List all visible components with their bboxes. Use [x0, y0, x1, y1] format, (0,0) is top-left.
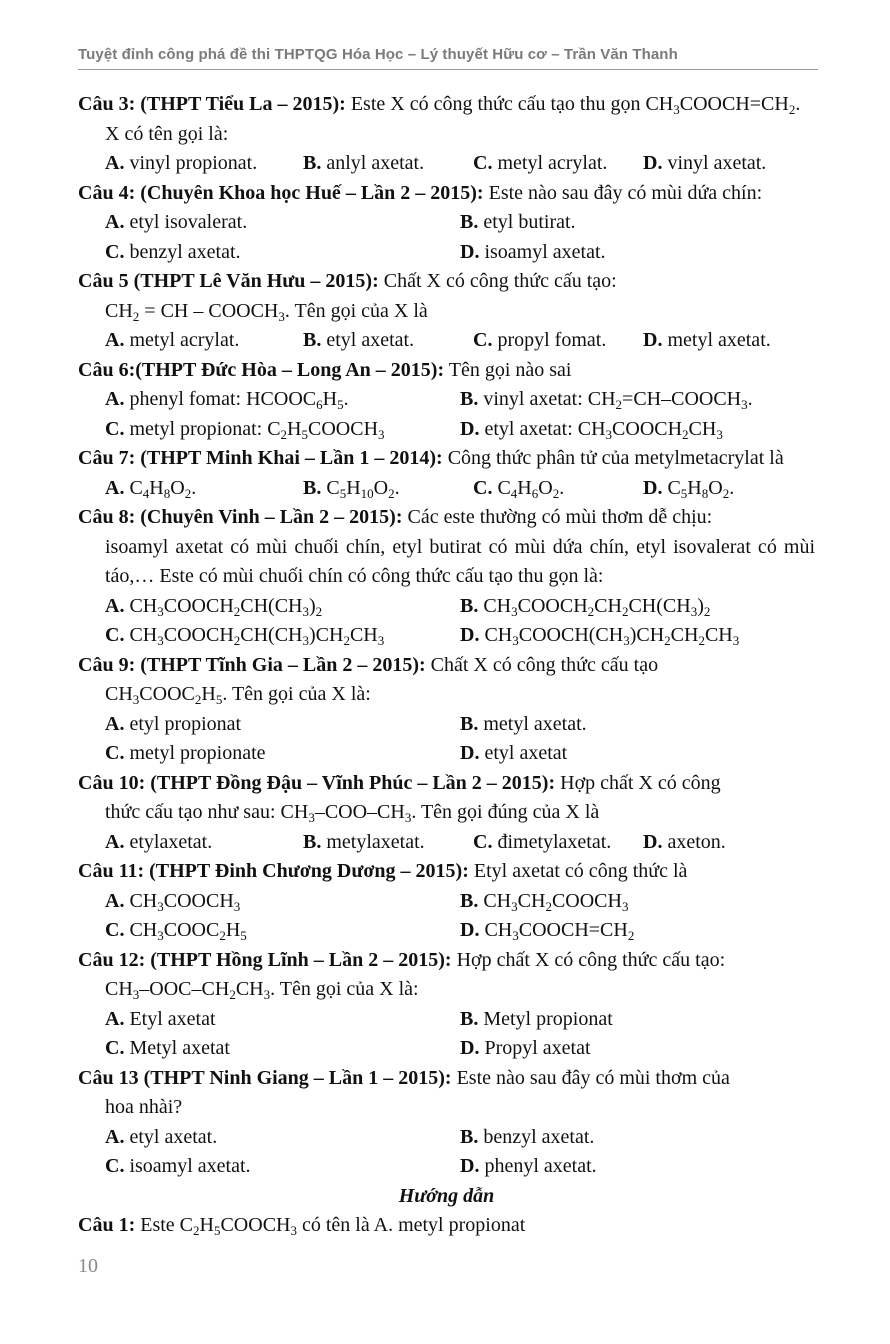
answer-options: [78, 710, 815, 769]
answer-option: [105, 326, 303, 356]
answer-option: [105, 208, 460, 238]
option-text: metyl propionate: [124, 742, 266, 764]
question-stem: [78, 651, 815, 681]
question-number: Câu 6:(THPT Đức Hòa – Long An – 2015):: [78, 358, 445, 381]
question-number: Câu 13 (THPT Ninh Giang – Lần 1 – 2015):: [78, 1066, 452, 1089]
answer-option: [105, 1152, 460, 1182]
answer-option: [105, 887, 460, 917]
question-block: [78, 946, 815, 1064]
option-text: metylaxetat.: [321, 830, 425, 853]
option-text: etyl isovalerat.: [124, 211, 248, 233]
answer-option: [460, 415, 815, 445]
option-text: etyl axetat.: [321, 329, 415, 351]
answer-option: [105, 1005, 460, 1035]
option-label: C.: [105, 417, 125, 440]
answer-options: [78, 474, 815, 504]
question-stem: [78, 179, 815, 209]
answer-option: [460, 916, 815, 946]
answer-option: [105, 385, 460, 415]
answer-option: [460, 1123, 815, 1153]
option-label: B.: [460, 594, 479, 617]
question-number: Câu 3: (THPT Tiểu La – 2015):: [78, 93, 346, 115]
question-text-continued: X có tên gọi là:: [105, 122, 229, 145]
option-text: $C_5H_{10}O_2$.: [321, 476, 400, 501]
option-label: B.: [303, 476, 322, 499]
question-text: Tên gọi nào sai: [444, 358, 572, 381]
answer-option: [473, 474, 643, 504]
option-text: etyl butirat.: [478, 211, 576, 233]
option-text: $C_5H_8O_2$.: [662, 476, 735, 501]
question-text-continued: $CH_3-OOC-CH_2CH_3$. Tên gọi của X là:: [105, 978, 419, 1002]
answer-option: [460, 1034, 815, 1064]
question-number: Câu 7: (THPT Minh Khai – Lần 1 – 2014):: [78, 447, 443, 469]
running-header: Tuyệt đỉnh công phá đề thi THPTQG Hóa Học – Lý thuyết Hữu cơ – Trần Văn Thanh: [78, 46, 678, 63]
question-stem: [78, 267, 815, 297]
question-block: [78, 857, 815, 946]
option-label: A.: [105, 712, 125, 735]
option-label: D.: [460, 624, 480, 646]
question-stem: [78, 503, 815, 533]
question-list: [78, 90, 815, 1241]
option-text: metyl acrylat.: [124, 329, 240, 351]
question-stem: [78, 356, 815, 386]
answer-options: [78, 1005, 815, 1064]
guide-answer-number: Câu 1:: [78, 1214, 136, 1236]
answer-option: [105, 238, 460, 268]
option-label: C.: [105, 240, 125, 263]
question-number: Câu 9: (THPT Tĩnh Gia – Lần 2 – 2015):: [78, 653, 426, 676]
option-label: A.: [105, 1007, 125, 1030]
option-label: C.: [105, 1155, 125, 1177]
question-text-continued: $CH_3COOC_2H_5$. Tên gọi của X là:: [105, 683, 371, 707]
option-text: $CH_3COOCH=CH_2$: [479, 919, 635, 943]
guide-answer: [78, 1211, 815, 1241]
option-label: D.: [643, 830, 663, 853]
option-label: C.: [105, 1037, 125, 1059]
option-text: etyl axetat.: [124, 1125, 218, 1148]
answer-option: [643, 828, 726, 858]
question-text: Este nào sau đây có mùi dứa chín:: [483, 181, 763, 204]
question-text: Công thức phân tử của metylmetacrylat là: [442, 447, 784, 469]
guide-title: Hướng dẫn: [398, 1184, 495, 1207]
question-block: [78, 651, 815, 769]
option-text: $C_4H_6O_2$.: [492, 476, 565, 501]
question-number: Câu 5 (THPT Lê Văn Hưu – 2015):: [78, 270, 379, 292]
question-text: Hợp chất X có công thức cấu tạo:: [451, 948, 726, 971]
answer-option: [105, 916, 460, 946]
question-number: Câu 12: (THPT Hồng Lĩnh – Lần 2 – 2015):: [78, 948, 452, 971]
option-label: D.: [460, 240, 480, 263]
option-label: A.: [105, 830, 125, 853]
answer-option: [473, 149, 643, 179]
question-stem: [78, 1064, 815, 1094]
option-text: $C_4H_8O_2$.: [124, 476, 197, 501]
option-text: etylaxetat.: [124, 830, 213, 853]
option-text: $CH_3COOCH_2CH(CH_3)CH_2CH_3$: [124, 624, 385, 648]
option-label: C.: [473, 152, 493, 174]
question-block: [78, 90, 815, 179]
question-block: [78, 444, 815, 503]
option-label: D.: [643, 152, 663, 174]
answer-options: [78, 1123, 815, 1182]
page-number: 10: [78, 1255, 98, 1277]
answer-option: [105, 1034, 460, 1064]
answer-option: [460, 592, 815, 622]
option-label: C.: [105, 742, 125, 764]
question-block: [78, 503, 815, 651]
answer-option: [460, 739, 815, 769]
option-text: etyl propionat: [124, 712, 242, 735]
question-text-continued: thức cấu tạo như sau: $CH_3-COO-CH_3$. Tên gọi đúng của X là: [105, 801, 600, 825]
question-text: Este nào sau đây có mùi thơm của: [451, 1066, 730, 1089]
question-number: Câu 8: (Chuyên Vinh – Lần 2 – 2015):: [78, 506, 403, 528]
question-stem: [78, 857, 815, 887]
answer-option: [473, 326, 643, 356]
option-label: D.: [460, 742, 480, 764]
question-block: [78, 179, 815, 268]
answer-option: [643, 326, 771, 356]
option-label: C.: [473, 329, 493, 351]
option-label: B.: [303, 152, 322, 174]
option-label: A.: [105, 329, 125, 351]
option-label: D.: [643, 329, 663, 351]
option-label: A.: [105, 152, 125, 174]
question-number: Câu 11: (THPT Đinh Chương Dương – 2015):: [78, 860, 469, 882]
option-label: C.: [105, 624, 125, 646]
question-stem: [78, 946, 815, 976]
option-text: $CH_3COOCH_2CH_2CH(CH_3)_2$: [478, 594, 711, 619]
option-text: etyl axetat: $CH_3COOCH_2CH_3$: [479, 417, 723, 442]
guide-answer-text: Este $C_2H_5COOCH_3$ có tên là A. metyl propionat: [135, 1214, 526, 1238]
question-block: [78, 1064, 815, 1182]
answer-option: [303, 326, 473, 356]
answer-options: [78, 326, 815, 356]
option-text: phenyl axetat.: [479, 1155, 597, 1177]
option-text: axeton.: [662, 830, 726, 853]
option-text: Metyl axetat: [124, 1037, 230, 1059]
option-label: B.: [460, 211, 479, 233]
answer-option: [643, 149, 766, 179]
option-label: A.: [105, 388, 125, 410]
option-text: metyl acrylat.: [492, 152, 608, 174]
option-label: D.: [460, 1037, 480, 1059]
answer-option: [105, 1123, 460, 1153]
option-label: B.: [460, 1007, 479, 1030]
answer-options: [78, 592, 815, 651]
answer-option: [473, 828, 643, 858]
option-text: isoamyl axetat.: [479, 240, 606, 263]
answer-options: [78, 828, 815, 858]
question-text-continued: hoa nhài?: [105, 1096, 183, 1118]
answer-option: [460, 887, 815, 917]
option-label: B.: [460, 712, 479, 735]
answer-option: [460, 208, 815, 238]
option-label: A.: [105, 594, 125, 617]
answer-option: [303, 149, 473, 179]
answer-option: [460, 710, 815, 740]
option-label: A.: [105, 889, 125, 912]
option-text: $CH_3COOCH_3$: [124, 889, 241, 914]
option-label: B.: [460, 1125, 479, 1148]
answer-option: [460, 1005, 815, 1035]
option-text: vinyl axetat.: [662, 152, 767, 174]
option-text: benzyl axetat.: [478, 1125, 595, 1148]
option-label: A.: [105, 476, 125, 499]
question-text: Các este thường có mùi thơm dễ chịu:: [402, 506, 713, 528]
option-label: A.: [105, 1125, 125, 1148]
question-text: Etyl axetat có công thức là: [468, 860, 688, 882]
answer-option: [460, 238, 815, 268]
question-text: Este X có công thức cấu tạo thu gọn $CH_3COOCH=CH_2$.: [345, 93, 801, 117]
option-text: etyl axetat: [479, 742, 568, 764]
answer-option: [105, 592, 460, 622]
option-label: D.: [460, 1155, 480, 1177]
answer-options: [78, 385, 815, 444]
option-text: phenyl fomat: $HCOOC_6H_5$.: [124, 388, 349, 412]
question-block: [78, 769, 815, 858]
answer-option: [460, 385, 815, 415]
question-stem: [78, 90, 815, 120]
question-text-continued: isoamyl axetat có mùi chuối chín, etyl butirat có mùi dứa chín, etyl isovalerat có mùi táo,… Este có mùi chuối chín có công thức cấu tạo thu gọn là:: [105, 535, 815, 587]
option-label: C.: [473, 830, 493, 853]
question-text: Chất X có công thức cấu tạo:: [378, 270, 617, 292]
answer-option: [105, 710, 460, 740]
answer-option: [105, 474, 303, 504]
option-label: D.: [460, 919, 480, 941]
answer-option: [105, 621, 460, 651]
answer-option: [643, 474, 734, 504]
option-text: benzyl axetat.: [124, 240, 241, 263]
answer-options: [78, 887, 815, 946]
option-text: Etyl axetat: [124, 1007, 216, 1030]
option-text: Propyl axetat: [479, 1037, 591, 1059]
option-text: metyl propionat: $C_2H_5COOCH_3$: [124, 417, 385, 442]
answer-options: [78, 208, 815, 267]
option-label: D.: [460, 417, 480, 440]
question-text-continued: $CH_2$ = CH – $COOCH_3$. Tên gọi của X là: [105, 299, 428, 324]
answer-option: [303, 828, 473, 858]
option-label: D.: [643, 476, 663, 499]
option-text: propyl fomat.: [492, 329, 607, 351]
question-number: Câu 4: (Chuyên Khoa học Huế – Lần 2 – 2015):: [78, 181, 484, 204]
answer-option: [303, 474, 473, 504]
answer-option: [460, 1152, 815, 1182]
option-text: metyl axetat.: [478, 712, 587, 735]
option-text: $CH_3CH_2COOCH_3$: [478, 889, 629, 914]
option-label: C.: [105, 919, 125, 941]
question-text: Chất X có công thức cấu tạo: [425, 653, 659, 676]
answer-option: [105, 415, 460, 445]
question-stem: [78, 769, 815, 799]
option-text: metyl axetat.: [662, 329, 771, 351]
answer-option: [105, 828, 303, 858]
header-divider: [78, 69, 818, 70]
option-label: A.: [105, 211, 125, 233]
option-text: Metyl propionat: [478, 1007, 613, 1030]
option-text: vinyl propionat.: [124, 152, 258, 174]
question-block: [78, 356, 815, 445]
option-label: C.: [473, 476, 493, 499]
option-label: B.: [303, 329, 322, 351]
option-text: đimetylaxetat.: [492, 830, 612, 853]
answer-option: [105, 149, 303, 179]
question-stem: [78, 444, 815, 474]
option-text: $CH_3COOCH_2CH(CH_3)_2$: [124, 594, 323, 619]
answer-options: [78, 149, 815, 179]
question-block: [78, 267, 815, 356]
option-text: vinyl axetat: $CH_2=CH-COOCH_3$.: [478, 388, 753, 412]
answer-option: [460, 621, 815, 651]
option-text: anlyl axetat.: [321, 152, 425, 174]
option-label: B.: [460, 889, 479, 912]
question-number: Câu 10: (THPT Đồng Đậu – Vĩnh Phúc – Lần 2 – 2015):: [78, 771, 556, 794]
option-text: isoamyl axetat.: [124, 1155, 251, 1177]
option-label: B.: [460, 388, 479, 410]
question-text: Hợp chất X có công: [555, 771, 721, 794]
option-text: $CH_3COOCH(CH_3)CH_2CH_2CH_3$: [479, 624, 740, 648]
option-label: B.: [303, 830, 322, 853]
option-text: $CH_3COOC_2H_5$: [124, 919, 247, 943]
answer-option: [105, 739, 460, 769]
